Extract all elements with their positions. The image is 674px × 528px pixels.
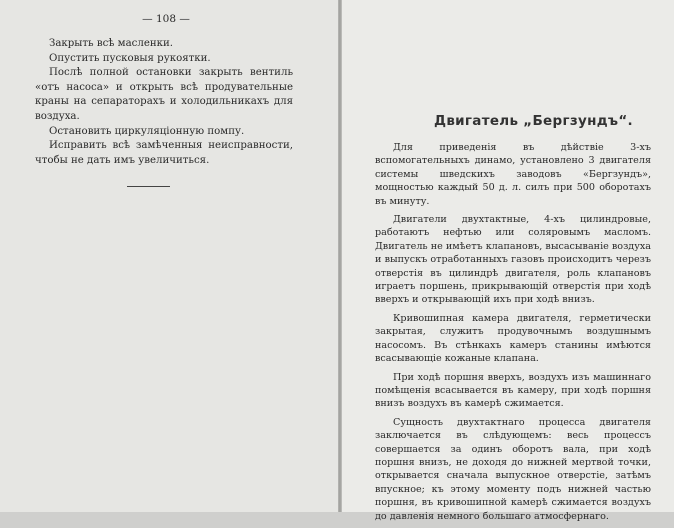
right-paragraph: Сущность двухтактнаго процесса двигателя заключается въ слѣдующемъ: весь процессъ совершается за одинъ оборотъ вала, при ходѣ поршня внизъ, не доходя до нижней мертвой точки, открывается сначала выпускное отверстіе, затѣмъ впускное; къ этому моменту подъ нижней частью поршня, въ кривошипной камерѣ сжимается воздухъ до давленія немного большаго атмосфернаго. — [375, 416, 651, 522]
left-paragraph: Послѣ полной остановки закрыть вентиль «отъ насоса» и открыть всѣ продувательные краны на сепараторахъ и холодильникахъ для воздуха. — [35, 67, 293, 122]
right-paragraph: При ходѣ поршня вверхъ, воздухъ изъ машиннаго помѣщенія всасывается въ камеру, при ходѣ поршня внизъ воздухъ въ камерѣ сжимается. — [375, 371, 651, 410]
page-number: — 108 — — [142, 13, 190, 25]
left-paragraph: Исправить всѣ замѣченныя неисправности, чтобы не дать имъ увеличиться. — [35, 140, 293, 166]
section-divider — [127, 186, 170, 187]
right-paragraph: Двигатели двухтактные, 4-хъ цилиндровые, работаютъ нефтью или соляровымъ масломъ. Двигатель не имѣетъ клапановъ, высасываніе воздуха и выпускъ отработанныхъ газовъ происходитъ черезъ отверстія въ цилиндрѣ двигателя, роль клапановъ играетъ поршень, прикрывающій отверстія при ходѣ вверхъ и открывающій ихъ при ходѣ внизъ. — [375, 214, 651, 306]
left-paragraph: Закрыть всѣ масленки. — [49, 38, 174, 49]
left-paragraph: Остановить циркуляціонную помпу. — [49, 125, 245, 137]
left-page-text — [35, 37, 293, 168]
right-paragraph: Кривошипная камера двигателя, герметически закрытая, служитъ продувочнымъ воздушнымъ насосомъ. Въ стѣнкахъ камеръ станины имѣются всасывающіе кожаные клапана. — [375, 312, 651, 365]
right-page — [342, 0, 674, 522]
left-page — [0, 0, 338, 512]
right-paragraph: Для приведенія въ дѣйствіе 3-хъ вспомогательныхъ динамо, установлено 3 двигателя системы шведскихъ заводовъ «Бергзундъ», мощностью каждый 50 д. л. силъ при 500 оборотахъ въ минуту. — [375, 142, 651, 207]
right-page-text — [375, 141, 651, 528]
left-paragraph: Опустить пусковыя рукоятки. — [49, 52, 211, 64]
section-title: Двигатель „Бергзундъ“. — [434, 113, 633, 129]
